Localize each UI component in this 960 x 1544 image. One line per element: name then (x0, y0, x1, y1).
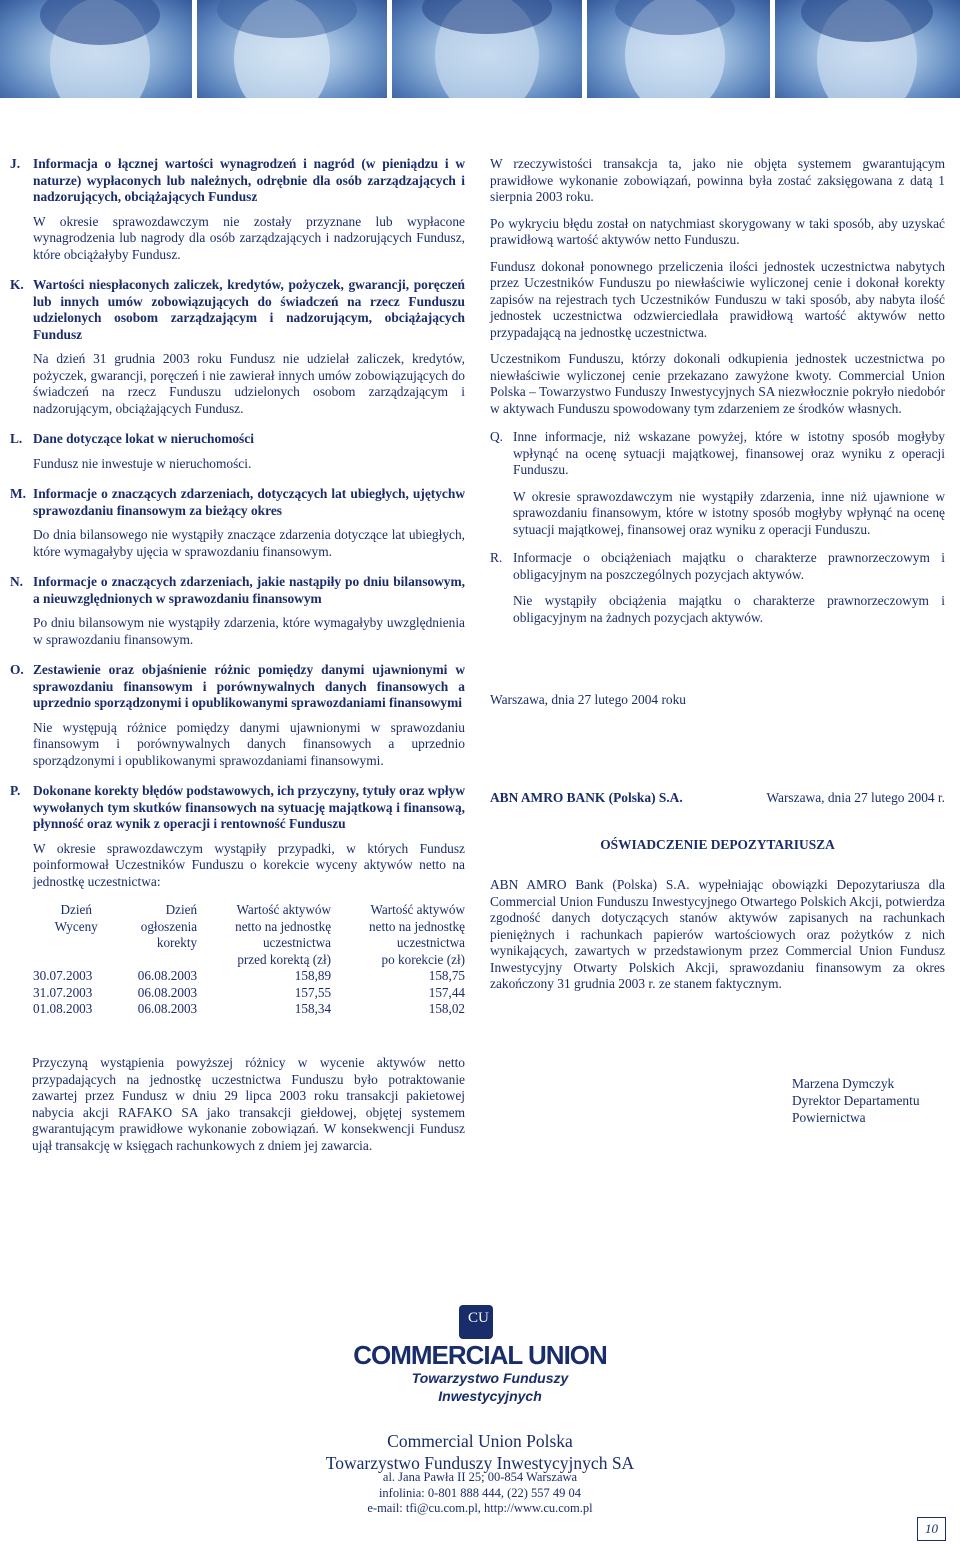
table-header-row (33, 902, 465, 968)
section-heading: Inne informacje, niż wskazane powyżej, które w istotny sposób mogłyby wpłynąć na ocenę sytuacji majątkowej, finansowej oraz wyniku z operacji Funduszu. (513, 429, 945, 477)
paragraph: Fundusz dokonał ponownego przeliczenia ilości jednostek uczestnictwa nabytych przez Uczestników Funduszu po niewłaściwie wyliczonej cenie i dokonał korekty zapisów na rejestrach tych Uczestników Funduszu w taki sposób, aby nabyta ilość jednostek uczestnictwa odzwierciedlała prawidłową wartość aktywów netto przypadającą na jednostkę uczestnictwa. (490, 258, 945, 340)
bank-row (490, 790, 945, 806)
bank-name: ABN AMRO BANK (Polska) S.A. (490, 790, 683, 805)
company-phone: infolinia: 0-801 888 444, (22) 557 49 04 (378, 1485, 582, 1500)
section-text: W okresie sprawozdawczym nie wystąpiły zdarzenia, inne niż ujawnione w sprawozdaniu finansowym, które w istotny sposób mogłyby wpłynąć na ocenę sytuacji majątkowej, finansowej oraz wyniku z operacji Funduszu. (513, 488, 945, 537)
left-column (10, 156, 465, 1018)
column-header: Wartość aktywów netto na jednostkę uczestnictwa przed korektą (zł) (235, 902, 332, 967)
section-heading: Informacje o znaczących zdarzeniach, dotyczących lat ubiegłych, ujętychw sprawozdaniu finansowym za bieżący okres (33, 486, 465, 518)
logo-subtitle (380, 1369, 600, 1405)
table-cell: 06.08.2003 (137, 1001, 198, 1016)
section-letter: N. (10, 574, 24, 589)
section-text: W okresie sprawozdawczym nie zostały przyznane lub wypłacone wynagrodzenia lub nagrody dla osób zarządzających i nadzorujących Fundusz, które obciążałyby Fundusz. (33, 213, 465, 262)
section-heading: Informacja o łącznej wartości wynagrodzeń i nagród (w pieniądzu i w naturze) wypłaconych lub należnych, odrębnie dla osób zarządzających i nadzorujących, obciążających Fundusz (33, 156, 465, 204)
depositary-title: OŚWIADCZENIE DEPOZYTARIUSZA (600, 837, 835, 852)
column-header: Dzień ogłoszenia korekty (140, 902, 198, 950)
company-name (0, 1430, 960, 1474)
signature-block (792, 1075, 920, 1126)
depositary-statement: ABN AMRO Bank (Polska) S.A. wypełniając obowiązki Depozytariusza dla Commercial Union Funduszu Inwestycyjnego Otwartego Polskich Akcji, potwierdza zgodność danych dotyczących stanów aktywów zapisanych na rachunkach pieniężnych i rachunkach papierów wartościowych oraz pożytków z nich wynikających, zawartych w przedstawionym przez Commercial Union Fundusz Inwestycyjny Otwarty Polskich Akcji, sprawozdaniu finansowym za okres zakończony 31 grudnia 2003 r. ze stanem faktycznym. (490, 877, 945, 991)
signatory-name: Marzena Dymczyk (792, 1076, 895, 1091)
table-cell: 06.08.2003 (137, 984, 198, 1000)
table-cell: 06.08.2003 (137, 968, 198, 983)
section-letter: M. (10, 486, 26, 501)
portrait-photo-5 (775, 0, 960, 98)
portrait-photo-3 (392, 0, 582, 98)
section-heading: Dane dotyczące lokat w nieruchomości (33, 431, 254, 446)
place-date: Warszawa, dnia 27 lutego 2004 roku (490, 692, 687, 707)
section-k (10, 277, 465, 417)
section-letter: J. (10, 156, 21, 171)
bank-date: Warszawa, dnia 27 lutego 2004 r. (766, 790, 945, 805)
section-m (10, 486, 465, 560)
company-name-line1: Commercial Union Polska (387, 1431, 573, 1451)
section-p (10, 783, 465, 1018)
section-text: Nie występują różnice pomiędzy danymi ujawnionymi w sprawozdaniu finansowym i porównywalnych danych finansowych a uprzednio sporządzonymi i opublikowanymi sprawozdaniami finansowymi. (33, 719, 465, 768)
correction-table (33, 902, 465, 1018)
company-contact (0, 1470, 960, 1517)
section-j (10, 156, 465, 263)
header-photo-strip (0, 0, 960, 98)
table-cell: 158,75 (428, 968, 465, 983)
correction-explanation: Przyczyną wystąpienia powyższej różnicy w wycenie aktywów netto przypadających na jednostkę uczestnictwa Funduszu było potraktowanie zawartej przez Fundusz w dniu 29 lipca 2003 roku transakcji pakietowej nabycia akcji RAFAKO SA jako transakcji giełdowej, objętej systemem gwarantującym prawidłowe wykonanie zobowiązań. W konsekwencji Fundusz ujął transakcję w księgach rachunkowych z dniem jej zawarcia. (32, 1055, 465, 1153)
table-cell: 31.07.2003 (33, 984, 93, 1000)
paragraph: Po wykryciu błędu został on natychmiast skorygowany w taki sposób, aby uzyskać prawidłową wartość aktywów netto Funduszu. (490, 215, 945, 247)
right-column (490, 156, 945, 626)
table-row (33, 1001, 465, 1018)
company-address: al. Jana Pawła II 25; 00-854 Warszawa (382, 1470, 578, 1484)
portrait-photo-2 (197, 0, 387, 98)
table-row (33, 985, 465, 1002)
column-header: Wartość aktywów netto na jednostkę uczestnictwa po korekcie (zł) (369, 902, 465, 967)
section-heading: Informacje o obciążeniach majątku o charakterze prawnorzeczowym i obligacyjnym na poszczególnych pozycjach aktywów. (513, 550, 945, 582)
section-letter: O. (10, 662, 24, 677)
section-heading: Zestawienie oraz objaśnienie różnic pomiędzy danymi ujawnionymi w sprawozdaniu finansowym i porównywalnych danych finansowych a uprzednio sporządzonymi i opublikowanymi sprawozdaniami finansowymi (33, 662, 465, 710)
section-r (490, 550, 945, 626)
logo-subtitle-line2: Inwestycyjnych (438, 1388, 542, 1404)
table-cell: 158,34 (294, 1001, 332, 1016)
logo-subtitle-line1: Towarzystwo Funduszy (411, 1370, 569, 1386)
section-heading: Wartości niespłaconych zaliczek, kredytów, pożyczek, gwarancji, poręczeń lub innych umów zobowiązujących do świadczeń na rzecz Funduszu udzielonych osobom zarządzającym i nadzorującym, obciążających Fundusz (33, 277, 465, 342)
signatory-title: Dyrektor Departamentu (792, 1093, 920, 1108)
section-text: Do dnia bilansowego nie wystąpiły znaczące zdarzenia dotyczące lat ubiegłych, które wymagałyby ujęcia w sprawozdaniu finansowym. (33, 527, 465, 559)
logo-name: COMMERCIAL UNION (353, 1340, 607, 1370)
table-cell: 158,02 (428, 1001, 465, 1016)
section-text: Nie wystąpiły obciążenia majątku o charakterze prawnorzeczowym i obligacyjnym na żadnych pozycjach aktywów. (513, 593, 945, 625)
section-o (10, 662, 465, 769)
section-heading: Informacje o znaczących zdarzeniach, jakie nastąpiły po dniu bilansowym, a nieuwzględnionych w sprawozdaniu finansowym (33, 574, 465, 606)
section-text: Na dzień 31 grudnia 2003 roku Fundusz nie udzielał zaliczek, kredytów, pożyczek, gwarancji, poręczeń i nie zawierał innych umów zobowiązujących do świadczeń na rzecz Funduszu udzielonych osobom zarządzającym i nadzorującym, obciążających Fundusz. (33, 351, 465, 416)
section-l (10, 431, 465, 472)
section-text: Po dniu bilansowym nie wystąpiły zdarzenia, które wymagałyby uwzględnienia w sprawozdaniu finansowym. (33, 615, 465, 647)
portrait-photo-1 (0, 0, 192, 98)
section-n (10, 574, 465, 648)
section-letter: Q. (490, 429, 504, 444)
paragraph: Uczestnikom Funduszu, którzy dokonali odkupienia jednostek uczestnictwa po niewłaściwie wyliczonej cenie przekazano zawyżone kwoty. Commercial Union Polska – Towarzystwo Funduszy Inwestycyjnych SA niezwłocznie pokryło niedobór w aktywach Funduszu spowodowany tym zdarzeniem ze środków własnych. (490, 351, 945, 416)
table-cell: 30.07.2003 (33, 968, 93, 983)
paragraph: W rzeczywistości transakcja ta, jako nie objęta systemem gwarantującym prawidłowe wykonanie zobowiązań, powinna była zostać zaksięgowana z datą 1 sierpnia 2003 roku. (490, 156, 945, 204)
section-text: W okresie sprawozdawczym wystąpiły przypadki, w których Fundusz poinformował Uczestników Funduszu o korekcie wyceny aktywów netto na jednostkę uczestnictwa: (33, 840, 465, 889)
company-name-line2: Towarzystwo Funduszy Inwestycyjnych SA (325, 1453, 635, 1473)
section-letter: L. (10, 431, 23, 446)
section-letter: K. (10, 277, 24, 292)
section-heading: Dokonane korekty błędów podstawowych, ich przyczyny, tytuły oraz wpływ wywołanych tym skutków finansowych na sytuację majątkową i finansową, płynność oraz wynik z operacji i rentowność Funduszu (33, 783, 465, 831)
table-cell: 01.08.2003 (33, 1001, 93, 1016)
section-text: Fundusz nie inwestuje w nieruchomości. (33, 455, 252, 471)
section-q (490, 429, 945, 538)
page-number: 10 (917, 1517, 946, 1541)
logo-mark-text: CU (468, 1310, 489, 1326)
signatory-department: Powiernictwa (792, 1110, 866, 1125)
table-cell: 158,89 (294, 968, 332, 983)
table-cell: 157,44 (428, 984, 465, 1000)
portrait-photo-4 (587, 0, 770, 98)
column-header: Dzień Wyceny (54, 902, 98, 934)
cu-logo-icon (459, 1305, 493, 1339)
section-letter: R. (490, 550, 503, 565)
section-letter: P. (10, 783, 21, 798)
table-row (33, 968, 465, 985)
company-web: e-mail: tfi@cu.com.pl, http://www.cu.com.pl (367, 1501, 593, 1515)
table-cell: 157,55 (294, 984, 332, 1000)
